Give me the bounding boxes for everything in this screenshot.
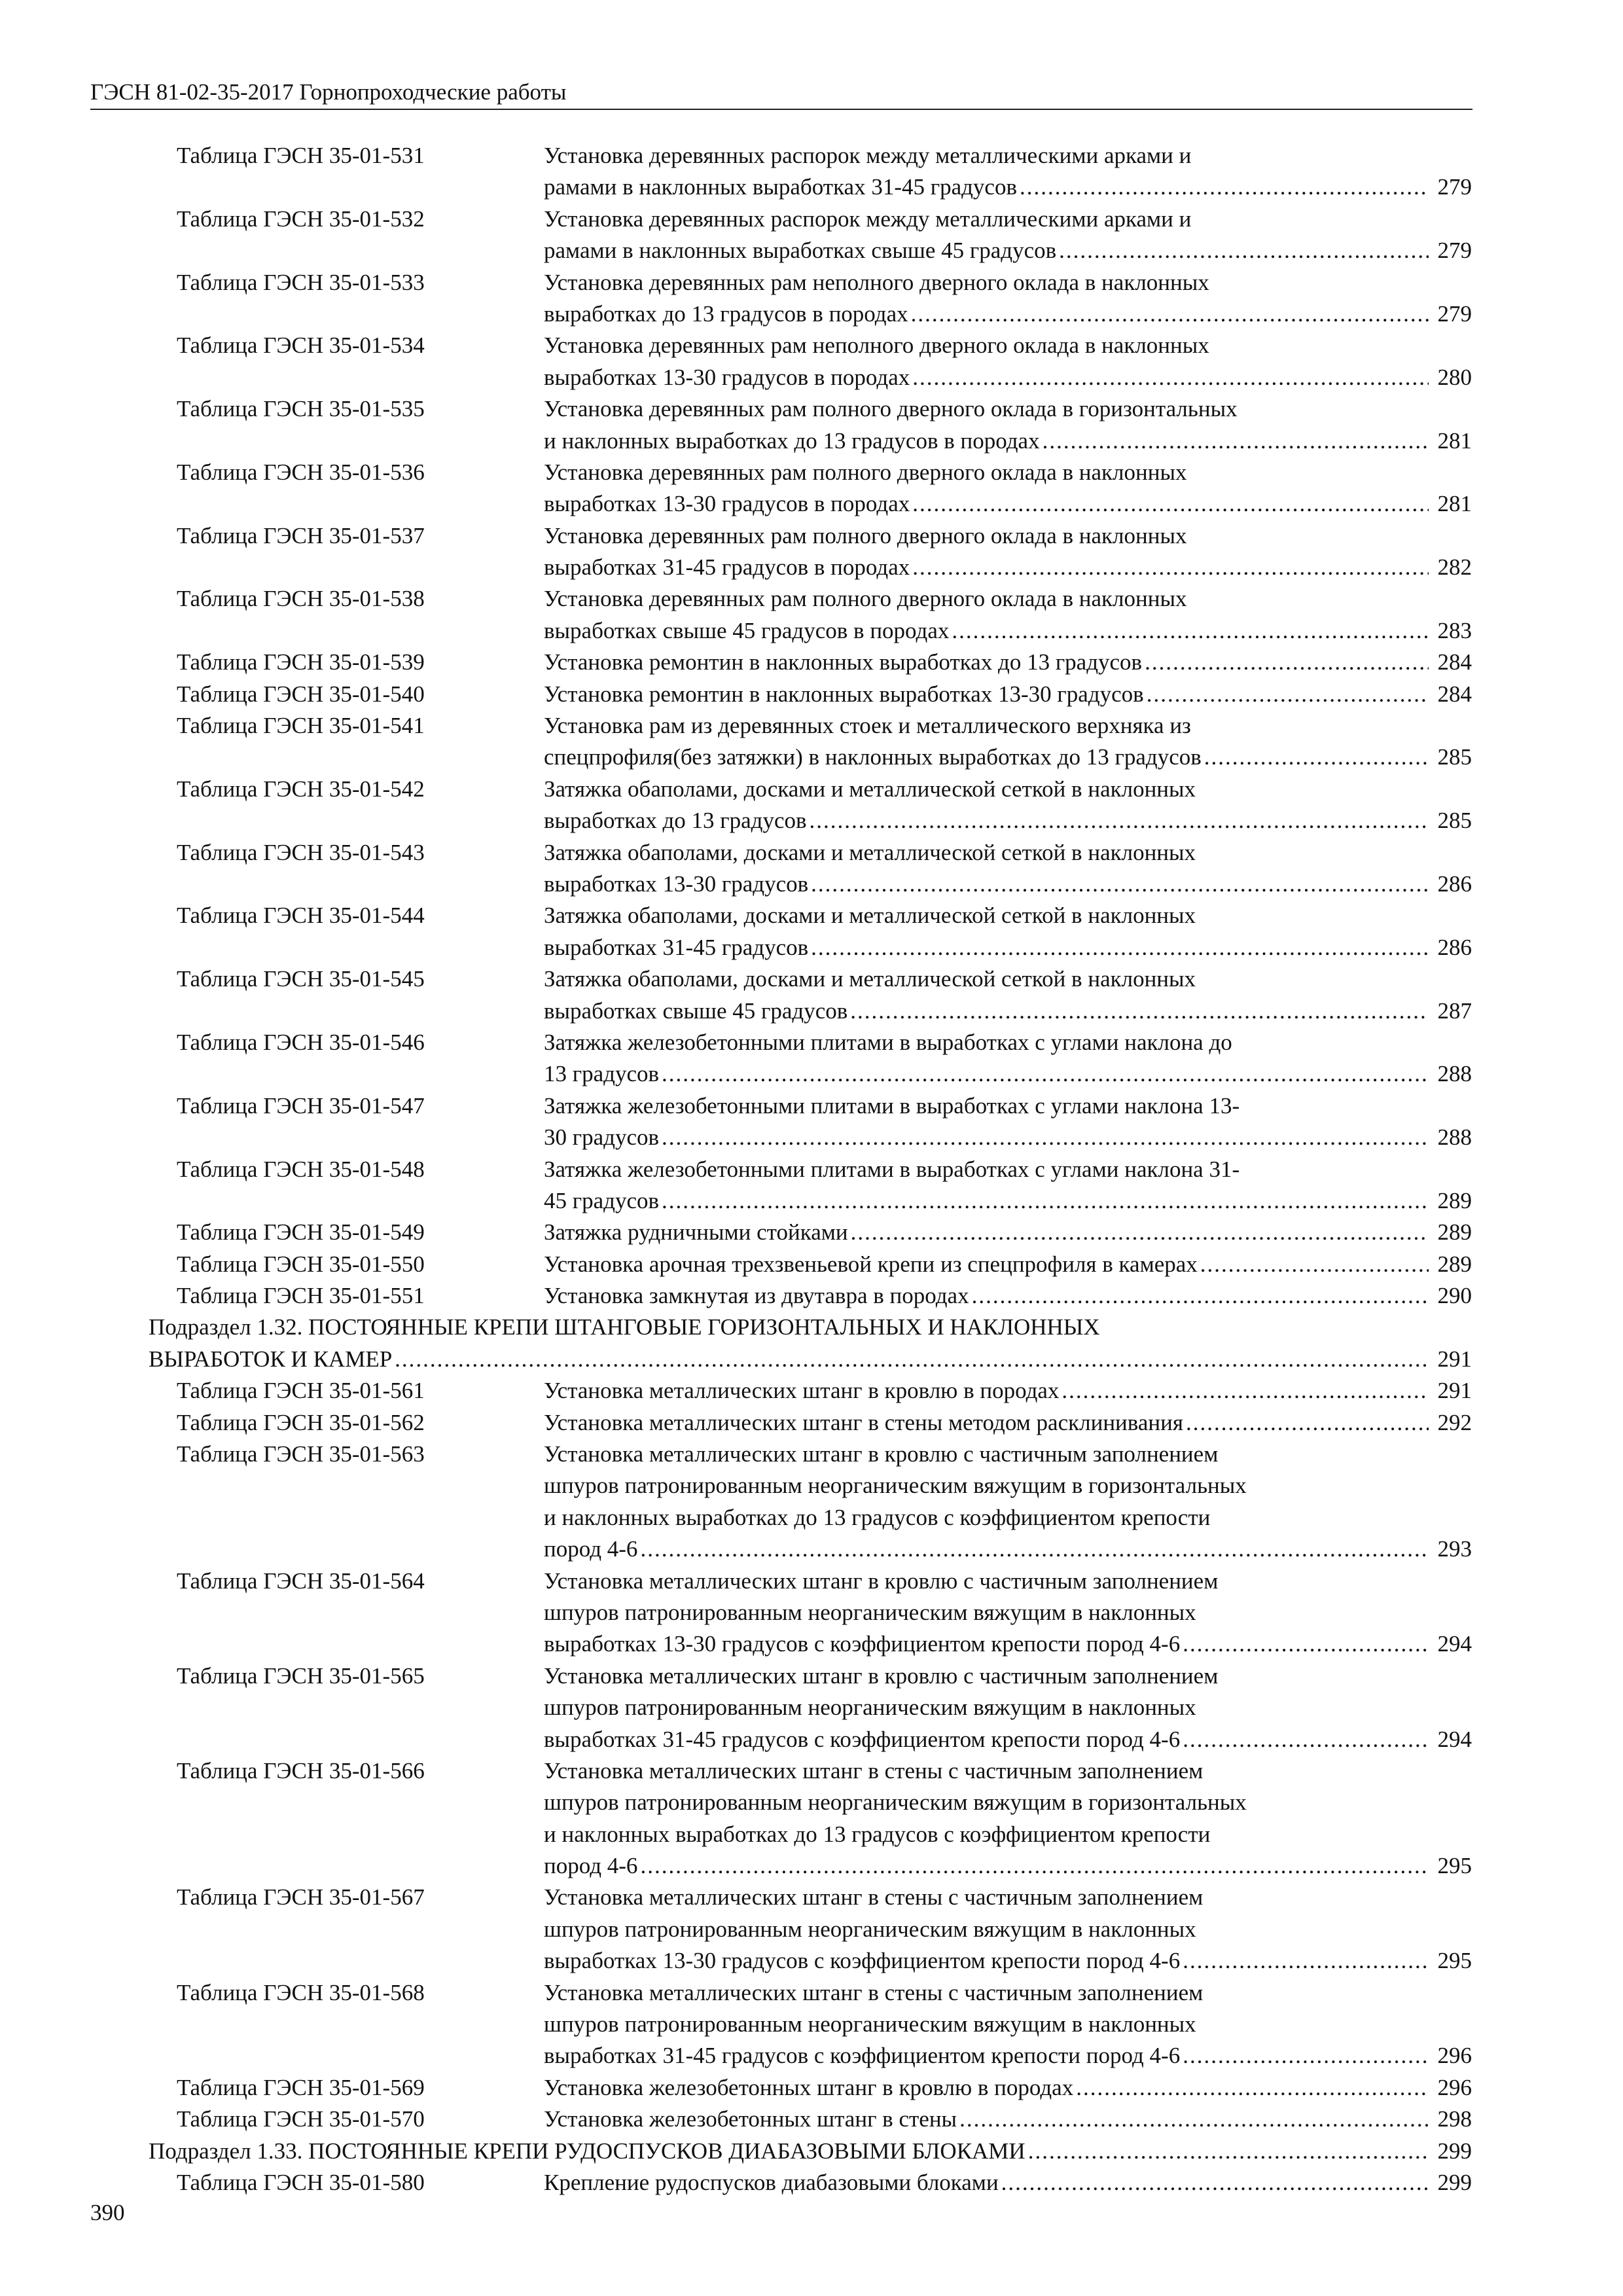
- toc-entry-title-line: ВЫРАБОТОК И КАМЕР: [149, 1346, 393, 1372]
- toc-entry-title: [544, 2072, 1472, 2104]
- dot-leader: [1061, 1375, 1429, 1407]
- toc-entry-title-line: Затяжка обаполами, досками и металлической сеткой в наклонных: [544, 966, 1196, 992]
- toc-entry-label: Таблица ГЭСН 35-01-568: [177, 1979, 425, 2005]
- dot-leader: [912, 552, 1429, 583]
- page-number: 390: [90, 2200, 125, 2225]
- toc-entry-label: Таблица ГЭСН 35-01-535: [177, 396, 425, 422]
- toc-entry-label: Таблица ГЭСН 35-01-570: [177, 2106, 425, 2132]
- toc-entry-page: 296: [1437, 2043, 1472, 2069]
- toc-entry-label: Таблица ГЭСН 35-01-534: [177, 332, 425, 359]
- toc-entry[interactable]: [0, 1090, 1623, 1154]
- dot-leader: [1186, 1407, 1429, 1439]
- toc-entry-title: [149, 1312, 1472, 1375]
- toc-entry-title-line: Установка деревянных распорок между металлическими арками и: [544, 206, 1192, 232]
- toc-entry-title: [544, 1660, 1472, 1755]
- toc-entry-title-line: Установка металлических штанг в стены с частичным заполнением: [544, 1979, 1204, 2005]
- toc-entry-leader-line: [544, 1185, 1472, 1217]
- toc-entry-title: [544, 204, 1472, 267]
- toc-entry-title-line: Установка рам из деревянных стоек и металлического верхняка из: [544, 713, 1191, 739]
- toc-entry-title-line: Установка металлических штанг в стены с частичным заполнением: [544, 1757, 1204, 1784]
- toc-entry-page: 288: [1437, 1061, 1472, 1087]
- toc-entry-title-line: выработках до 13 градусов в породах: [544, 300, 908, 327]
- toc-entry-title-line: Затяжка железобетонными плитами в выработках с углами наклона 31-: [544, 1156, 1240, 1182]
- toc-entry-leader-line: [544, 1724, 1472, 1755]
- toc-entry-leader-line: [544, 1249, 1472, 1280]
- toc-entry-title-line: выработках 31-45 градусов: [544, 934, 809, 960]
- toc-entry-title-line: Затяжка железобетонными плитами в выработках с углами наклона 13-: [544, 1092, 1240, 1119]
- toc-entry-title-line: Затяжка железобетонными плитами в выработках с углами наклона до: [544, 1029, 1232, 1055]
- toc-entry-leader-line: [544, 1217, 1472, 1248]
- toc-entry-page: 289: [1437, 1251, 1472, 1277]
- toc-entry-title: [544, 1439, 1472, 1566]
- toc-entry-title: [544, 583, 1472, 647]
- dot-leader: [395, 1344, 1429, 1375]
- toc-entry-leader-line: [544, 1058, 1472, 1090]
- toc-entry-page: 296: [1437, 2074, 1472, 2100]
- toc-entry-page: 285: [1437, 808, 1472, 834]
- toc-entry-leader-line: [544, 2104, 1472, 2135]
- toc-section-entry[interactable]: [0, 2136, 1623, 2167]
- dot-leader: [911, 298, 1429, 330]
- toc-entry-label: Таблица ГЭСН 35-01-562: [177, 1409, 425, 1435]
- toc-entry-title-line: Установка деревянных распорок между металлическими арками и: [544, 143, 1192, 168]
- toc-entry[interactable]: [0, 2167, 1623, 2198]
- toc-entry-title: [544, 140, 1472, 204]
- toc-entry-title: [544, 1027, 1472, 1090]
- toc-entry-title-line: и наклонных выработках до 13 градусов с коэффициентом крепости: [544, 1821, 1211, 1847]
- toc-entry-leader-line: [544, 362, 1472, 393]
- toc-entry[interactable]: [0, 963, 1623, 1027]
- toc-entry-title-line: Установка деревянных рам полного дверного оклада в горизонтальных: [544, 396, 1238, 422]
- toc-entry-title: [544, 963, 1472, 1027]
- toc-entry-title-line: выработках до 13 градусов: [544, 808, 807, 834]
- toc-entry-title: [149, 2136, 1472, 2167]
- toc-entry-leader-line: [544, 1407, 1472, 1439]
- toc-entry[interactable]: [0, 204, 1623, 267]
- toc-entry-title-line: 30 градусов: [544, 1124, 660, 1151]
- toc-entry[interactable]: [0, 267, 1623, 331]
- toc-entry-title-line: выработках 31-45 градусов с коэффициентом крепости пород 4-6: [544, 1726, 1181, 1752]
- toc-entry-label: Таблица ГЭСН 35-01-549: [177, 1219, 425, 1246]
- toc-entry-title-line: шпуров патронированным неорганическим вяжущим в горизонтальных: [544, 1473, 1247, 1499]
- toc-entry-leader-line: [544, 171, 1472, 203]
- dot-leader: [662, 1122, 1429, 1153]
- dot-leader: [851, 1217, 1429, 1248]
- toc-entry-page: 298: [1437, 2106, 1472, 2132]
- dot-leader: [912, 488, 1429, 520]
- header-divider: [90, 109, 1472, 110]
- toc-entry-label: Таблица ГЭСН 35-01-565: [177, 1662, 425, 1689]
- toc-entry-leader-line: [544, 235, 1472, 266]
- toc-entry-leader-line: [544, 805, 1472, 836]
- toc-entry-page: 287: [1437, 997, 1472, 1024]
- dot-leader: [912, 362, 1429, 393]
- toc-entry-title-line: рамами в наклонных выработках 31-45 градусов: [544, 174, 1017, 200]
- dot-leader: [959, 2104, 1429, 2135]
- toc-entry-title-line: Установка металлических штанг в стены методом расклинивания: [544, 1409, 1183, 1435]
- toc-entry-leader-line: [544, 869, 1472, 900]
- toc-entry-page: 291: [1437, 1378, 1472, 1404]
- toc-entry-leader-line: [544, 488, 1472, 520]
- toc-entry[interactable]: [0, 1154, 1623, 1217]
- toc-entry-title-line: Подраздел 1.32. ПОСТОЯННЫЕ КРЕПИ ШТАНГОВЫЕ ГОРИЗОНТАЛЬНЫХ И НАКЛОННЫХ: [149, 1314, 1100, 1340]
- toc-entry[interactable]: [0, 647, 1623, 678]
- toc-entry-page: 279: [1437, 238, 1472, 264]
- toc-entry-title-line: выработках 13-30 градусов с коэффициентом крепости пород 4-6: [544, 1631, 1181, 1657]
- toc-entry-title-line: 13 градусов: [544, 1061, 660, 1087]
- dot-leader: [640, 1850, 1429, 1882]
- toc-entry-page: 293: [1437, 1536, 1472, 1562]
- table-of-contents: [0, 140, 1623, 2198]
- dot-leader: [972, 1280, 1429, 1312]
- toc-entry-title-line: Установка железобетонных штанг в стены: [544, 2106, 957, 2132]
- toc-entry-title-line: выработках 31-45 градусов в породах: [544, 554, 910, 581]
- toc-entry[interactable]: [0, 1566, 1623, 1660]
- toc-entry[interactable]: [0, 1407, 1623, 1439]
- toc-entry-leader-line: [544, 932, 1472, 963]
- toc-entry-title-line: и наклонных выработках до 13 градусов в породах: [544, 427, 1040, 454]
- dot-leader: [811, 869, 1429, 900]
- toc-entry[interactable]: [0, 679, 1623, 710]
- toc-entry-label: Таблица ГЭСН 35-01-550: [177, 1251, 425, 1277]
- toc-entry-title-line: Установка металлических штанг в кровлю с частичным заполнением: [544, 1662, 1219, 1689]
- toc-entry-title-line: выработках 13-30 градусов: [544, 870, 809, 897]
- toc-entry-label: Таблица ГЭСН 35-01-543: [177, 839, 425, 865]
- toc-entry-leader-line: [544, 1945, 1472, 1977]
- toc-entry-label: Таблица ГЭСН 35-01-548: [177, 1156, 425, 1182]
- dot-leader: [1059, 235, 1429, 266]
- toc-entry-page: 285: [1437, 744, 1472, 770]
- toc-entry-page: 282: [1437, 554, 1472, 581]
- toc-entry-title-line: рамами в наклонных выработках свыше 45 градусов: [544, 238, 1057, 264]
- toc-entry[interactable]: [0, 710, 1623, 774]
- toc-entry-label: Таблица ГЭСН 35-01-547: [177, 1092, 425, 1119]
- toc-entry-title: [544, 679, 1472, 710]
- toc-entry-title-line: шпуров патронированным неорганическим вяжущим в горизонтальных: [544, 1789, 1247, 1816]
- toc-entry-leader-line: [544, 1122, 1472, 1153]
- toc-entry-title: [544, 1280, 1472, 1312]
- toc-entry-title: [544, 1217, 1472, 1248]
- toc-entry-page: 283: [1437, 617, 1472, 643]
- toc-entry[interactable]: [0, 330, 1623, 393]
- toc-entry-label: Таблица ГЭСН 35-01-541: [177, 713, 425, 739]
- toc-entry-page: 286: [1437, 870, 1472, 897]
- toc-entry-title-line: Затяжка обаполами, досками и металлической сеткой в наклонных: [544, 839, 1196, 865]
- toc-entry-label: Таблица ГЭСН 35-01-566: [177, 1757, 425, 1784]
- toc-entry-leader-line: [544, 1534, 1472, 1565]
- toc-entry[interactable]: [0, 1660, 1623, 1755]
- toc-entry[interactable]: [0, 457, 1623, 520]
- toc-entry-title-line: Затяжка рудничными стойками: [544, 1219, 848, 1246]
- toc-entry-leader-line: [544, 996, 1472, 1027]
- running-header: ГЭСН 81-02-35-2017 Горнопроходческие работы: [90, 79, 567, 105]
- toc-entry-title-line: шпуров патронированным неорганическим вяжущим в наклонных: [544, 2011, 1196, 2037]
- toc-entry-leader-line: [544, 1280, 1472, 1312]
- toc-entry-title-line: Установка металлических штанг в кровлю в породах: [544, 1378, 1060, 1404]
- toc-entry-leader-line: [544, 647, 1472, 678]
- toc-entry-title-line: спецпрофиля(без затяжки) в наклонных выработках до 13 градусов: [544, 744, 1202, 770]
- toc-entry-title: [544, 710, 1472, 774]
- toc-entry-leader-line: [544, 298, 1472, 330]
- toc-entry-title-line: Установка железобетонных штанг в кровлю в породах: [544, 2074, 1074, 2100]
- toc-entry-title: [544, 1977, 1472, 2072]
- dot-leader: [1200, 1249, 1429, 1280]
- toc-entry-title-line: выработках свыше 45 градусов: [544, 997, 848, 1024]
- toc-entry[interactable]: [0, 1439, 1623, 1566]
- toc-entry-title: [544, 1566, 1472, 1660]
- toc-entry-page: 294: [1437, 1631, 1472, 1657]
- toc-entry-label: Таблица ГЭСН 35-01-542: [177, 776, 425, 802]
- toc-entry-title-line: шпуров патронированным неорганическим вяжущим в наклонных: [544, 1599, 1196, 1625]
- toc-entry-title-line: выработках 31-45 градусов с коэффициентом крепости пород 4-6: [544, 2043, 1181, 2069]
- toc-entry-title-line: 45 градусов: [544, 1187, 660, 1213]
- toc-entry-title: [544, 2167, 1472, 2198]
- toc-entry-leader-line: [544, 2040, 1472, 2072]
- toc-entry-title-line: и наклонных выработках до 13 градусов с коэффициентом крепости: [544, 1504, 1211, 1530]
- toc-entry-page: 289: [1437, 1219, 1472, 1246]
- toc-entry[interactable]: [0, 900, 1623, 963]
- toc-entry-label: Таблица ГЭСН 35-01-538: [177, 586, 425, 612]
- toc-entry-page: 291: [1437, 1346, 1472, 1372]
- dot-leader: [810, 805, 1429, 836]
- toc-entry-title-line: Установка деревянных рам полного дверного оклада в наклонных: [544, 459, 1187, 485]
- toc-entry-page: 280: [1437, 364, 1472, 390]
- toc-entry-label: Таблица ГЭСН 35-01-580: [177, 2170, 425, 2195]
- toc-entry-page: 284: [1437, 649, 1472, 675]
- toc-entry-label: Таблица ГЭСН 35-01-537: [177, 522, 425, 548]
- toc-entry-leader-line: [149, 2136, 1472, 2167]
- toc-entry[interactable]: [0, 1977, 1623, 2072]
- toc-entry[interactable]: [0, 1375, 1623, 1407]
- dot-leader: [1020, 171, 1429, 203]
- toc-entry-label: Таблица ГЭСН 35-01-531: [177, 143, 425, 168]
- toc-entry-title: [544, 1249, 1472, 1280]
- toc-entry-leader-line: [544, 1375, 1472, 1407]
- dot-leader: [640, 1534, 1429, 1565]
- toc-entry-leader-line: [544, 552, 1472, 583]
- toc-entry[interactable]: [0, 1217, 1623, 1248]
- toc-entry-label: Таблица ГЭСН 35-01-567: [177, 1884, 425, 1910]
- toc-entry-title-line: Установка ремонтин в наклонных выработках до 13 градусов: [544, 649, 1143, 675]
- toc-entry-title: [544, 1407, 1472, 1439]
- toc-entry-title-line: Установка металлических штанг в кровлю с частичным заполнением: [544, 1441, 1219, 1467]
- toc-entry-title-line: Затяжка обаполами, досками и металлической сеткой в наклонных: [544, 776, 1196, 802]
- toc-entry-title: [544, 774, 1472, 837]
- toc-entry-title-line: Установка замкнутая из двутавра в породах: [544, 1283, 969, 1309]
- toc-entry-title-line: Установка металлических штанг в кровлю с частичным заполнением: [544, 1568, 1219, 1594]
- dot-leader: [1043, 425, 1429, 457]
- toc-entry-title-line: выработках свыше 45 градусов в породах: [544, 617, 950, 643]
- toc-entry-title: [544, 1090, 1472, 1154]
- dot-leader: [850, 996, 1429, 1027]
- toc-entry-label: Таблица ГЭСН 35-01-551: [177, 1283, 425, 1309]
- toc-entry-title: [544, 267, 1472, 331]
- toc-entry-title: [544, 393, 1472, 457]
- toc-section-entry[interactable]: [0, 1312, 1623, 1375]
- toc-entry-label: Таблица ГЭСН 35-01-544: [177, 903, 425, 929]
- toc-entry[interactable]: [0, 1027, 1623, 1090]
- dot-leader: [1028, 2136, 1429, 2167]
- toc-entry-title-line: Установка деревянных рам неполного дверного оклада в наклонных: [544, 269, 1209, 295]
- toc-entry-page: 281: [1437, 491, 1472, 517]
- toc-entry-leader-line: [544, 425, 1472, 457]
- toc-entry-label: Таблица ГЭСН 35-01-564: [177, 1568, 425, 1594]
- toc-entry-title-line: пород 4-6: [544, 1853, 638, 1879]
- toc-entry-label: Таблица ГЭСН 35-01-540: [177, 681, 425, 707]
- toc-entry-title-line: пород 4-6: [544, 1536, 638, 1562]
- toc-entry-label: Таблица ГЭСН 35-01-563: [177, 1441, 425, 1467]
- toc-entry-title: [544, 1154, 1472, 1217]
- toc-entry[interactable]: [0, 1755, 1623, 1882]
- toc-entry-title: [544, 1755, 1472, 1882]
- toc-entry-label: Таблица ГЭСН 35-01-532: [177, 206, 425, 232]
- toc-entry-title-line: шпуров патронированным неорганическим вяжущим в наклонных: [544, 1695, 1196, 1721]
- toc-entry-title: [544, 520, 1472, 584]
- toc-entry-title: [544, 330, 1472, 393]
- toc-entry-page: 279: [1437, 300, 1472, 327]
- toc-entry-label: Таблица ГЭСН 35-01-546: [177, 1029, 425, 1055]
- toc-entry-page: 288: [1437, 1124, 1472, 1151]
- toc-entry-label: Таблица ГЭСН 35-01-569: [177, 2074, 425, 2100]
- toc-entry-page: 295: [1437, 1853, 1472, 1879]
- toc-entry-page: 292: [1437, 1409, 1472, 1435]
- toc-entry-leader-line: [544, 742, 1472, 773]
- toc-entry-leader-line: [544, 1628, 1472, 1660]
- dot-leader: [1183, 1945, 1429, 1977]
- toc-entry-page: 281: [1437, 427, 1472, 454]
- dot-leader: [1183, 1724, 1429, 1755]
- toc-entry-leader-line: [544, 2167, 1472, 2198]
- dot-leader: [1147, 679, 1429, 710]
- toc-entry-page: 294: [1437, 1726, 1472, 1752]
- dot-leader: [952, 615, 1429, 647]
- toc-entry[interactable]: [0, 2072, 1623, 2104]
- toc-entry-leader-line: [544, 2072, 1472, 2104]
- toc-entry-title-line: Затяжка обаполами, досками и металлической сеткой в наклонных: [544, 903, 1196, 929]
- toc-entry-title-line: Установка деревянных рам полного дверного оклада в наклонных: [544, 522, 1187, 548]
- toc-entry-page: 299: [1437, 2170, 1472, 2195]
- toc-entry-label: Таблица ГЭСН 35-01-539: [177, 649, 425, 675]
- toc-entry-page: 286: [1437, 934, 1472, 960]
- toc-entry[interactable]: [0, 140, 1623, 204]
- dot-leader: [1183, 2040, 1429, 2072]
- toc-entry-title-line: выработках 13-30 градусов с коэффициентом крепости пород 4-6: [544, 1948, 1181, 1974]
- dot-leader: [811, 932, 1429, 963]
- toc-entry-title-line: Установка деревянных рам неполного дверного оклада в наклонных: [544, 332, 1209, 359]
- toc-entry[interactable]: [0, 1249, 1623, 1280]
- toc-entry-title: [544, 900, 1472, 963]
- toc-entry-leader-line: [544, 679, 1472, 710]
- toc-entry-title-line: Крепление рудоспусков диабазовыми блоками: [544, 2170, 999, 2195]
- toc-entry-title-line: Установка металлических штанг в стены с частичным заполнением: [544, 1884, 1204, 1910]
- toc-entry-title-line: выработках 13-30 градусов в породах: [544, 491, 910, 517]
- toc-entry[interactable]: [0, 837, 1623, 901]
- toc-entry-title-line: Подраздел 1.33. ПОСТОЯННЫЕ КРЕПИ РУДОСПУСКОВ ДИАБАЗОВЫМИ БЛОКАМИ: [149, 2138, 1026, 2164]
- toc-entry-title: [544, 1375, 1472, 1407]
- dot-leader: [1183, 1628, 1429, 1660]
- dot-leader: [662, 1185, 1429, 1217]
- toc-entry[interactable]: [0, 2104, 1623, 2135]
- toc-entry-page: 284: [1437, 681, 1472, 707]
- toc-entry-title: [544, 837, 1472, 901]
- toc-entry-title-line: выработках 13-30 градусов в породах: [544, 364, 910, 390]
- dot-leader: [1145, 647, 1429, 678]
- toc-entry[interactable]: [0, 393, 1623, 457]
- toc-entry-title-line: Установка ремонтин в наклонных выработках 13-30 градусов: [544, 681, 1144, 707]
- toc-entry[interactable]: [0, 774, 1623, 837]
- dot-leader: [1204, 742, 1429, 773]
- toc-entry-label: Таблица ГЭСН 35-01-533: [177, 269, 425, 295]
- toc-entry-title: [544, 2104, 1472, 2135]
- toc-entry-label: Таблица ГЭСН 35-01-561: [177, 1378, 425, 1404]
- toc-entry-label: Таблица ГЭСН 35-01-536: [177, 459, 425, 485]
- toc-entry-leader-line: [544, 615, 1472, 647]
- toc-entry-title: [544, 1882, 1472, 1977]
- toc-entry-label: Таблица ГЭСН 35-01-545: [177, 966, 425, 992]
- toc-entry-title-line: Установка арочная трехзвеньевой крепи из спецпрофиля в камерах: [544, 1251, 1198, 1277]
- dot-leader: [1076, 2072, 1429, 2104]
- toc-entry-title-line: шпуров патронированным неорганическим вяжущим в наклонных: [544, 1916, 1196, 1942]
- toc-entry[interactable]: [0, 583, 1623, 647]
- toc-entry-page: 290: [1437, 1283, 1472, 1309]
- toc-entry-page: 295: [1437, 1948, 1472, 1974]
- toc-entry[interactable]: [0, 1882, 1623, 1977]
- dot-leader: [662, 1058, 1429, 1090]
- toc-entry-page: 299: [1437, 2138, 1472, 2164]
- toc-entry[interactable]: [0, 1280, 1623, 1312]
- dot-leader: [1001, 2167, 1429, 2198]
- toc-entry-title: [544, 647, 1472, 678]
- toc-entry-page: 279: [1437, 174, 1472, 200]
- toc-entry-title-line: Установка деревянных рам полного дверного оклада в наклонных: [544, 586, 1187, 612]
- toc-entry-leader-line: [149, 1344, 1472, 1375]
- toc-entry-title: [544, 457, 1472, 520]
- toc-entry-leader-line: [544, 1850, 1472, 1882]
- toc-entry-page: 289: [1437, 1187, 1472, 1213]
- toc-entry[interactable]: [0, 520, 1623, 584]
